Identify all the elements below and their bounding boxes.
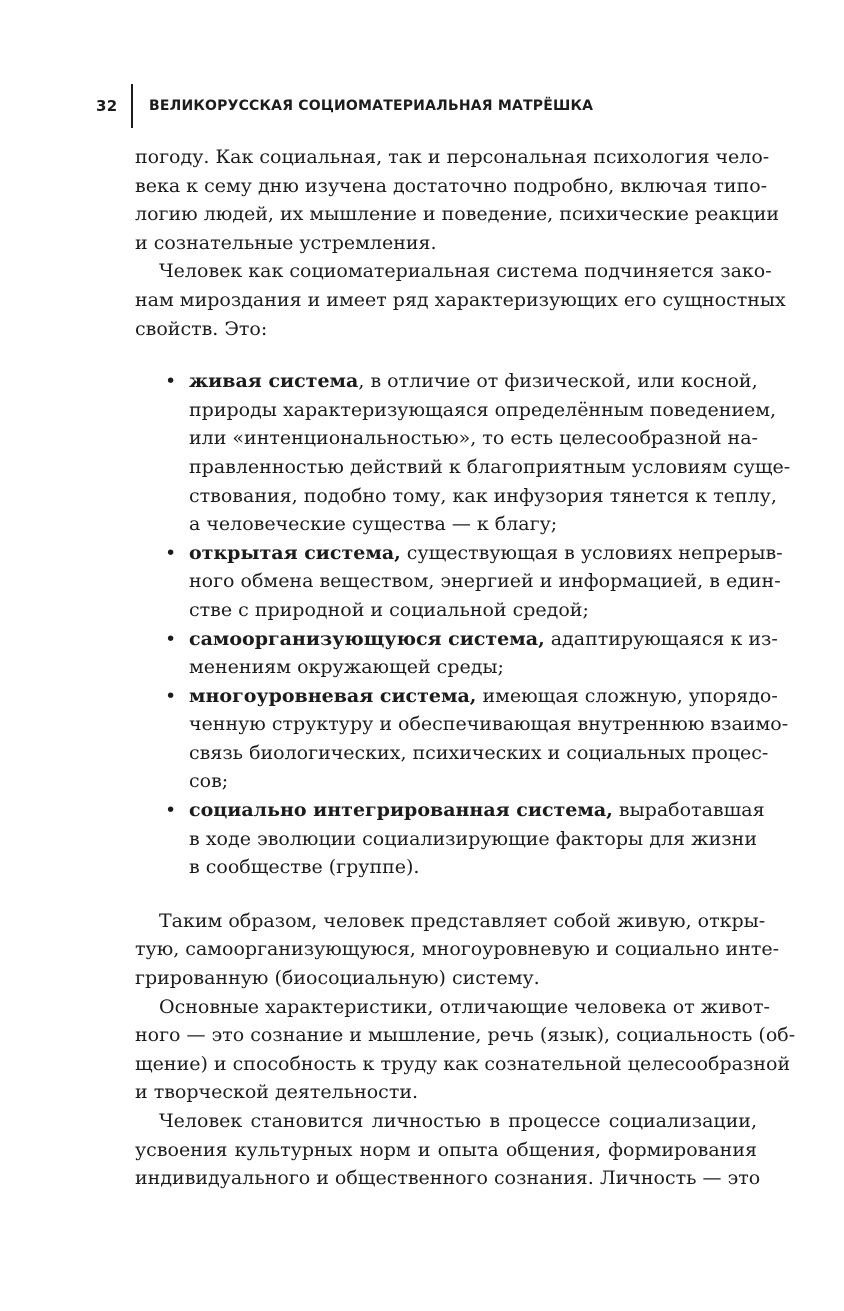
text-line: адаптирующаяся к из- xyxy=(544,627,778,650)
text-line: правленностью действий к благоприятным условиям суще- xyxy=(189,455,791,478)
list-item-term: социально интегрированная система, xyxy=(189,799,613,822)
paragraph xyxy=(135,257,786,343)
text-line: имеющая сложную, упорядо- xyxy=(476,684,778,707)
text-line: ствования, подобно тому, как инфузория тянется к теплу, xyxy=(189,484,777,507)
properties-list xyxy=(135,367,791,882)
text-line: связь биологических, психических и социальных процес- xyxy=(189,741,769,764)
text-line: ченную структуру и обеспечивающая внутреннюю взаимо- xyxy=(189,713,789,736)
text-line: и сознательные устремления. xyxy=(135,231,437,254)
list-item xyxy=(135,367,791,539)
text-line: менениям окружающей среды; xyxy=(189,656,504,679)
running-title: ВЕЛИКОРУССКАЯ СОЦИОМАТЕРИАЛЬНАЯ МАТРЁШКА xyxy=(148,98,594,114)
bullet-icon: • xyxy=(165,627,177,650)
text-line: и творческой деятельности. xyxy=(135,1081,419,1104)
running-head xyxy=(96,84,593,128)
list-item-term: открытая система, xyxy=(189,541,401,564)
paragraph xyxy=(135,993,796,1107)
list-item xyxy=(135,682,789,796)
list-item-term: многоуровневая система, xyxy=(189,684,477,707)
text-line: а человеческие существа — к благу; xyxy=(189,513,558,536)
list-item xyxy=(135,539,783,625)
text-line: ного — это сознание и мышление, речь (язык), социальность (об- xyxy=(135,1024,796,1047)
text-line: Человек как социоматериальная система подчиняется зако- xyxy=(159,260,772,283)
list-item-term: живая система xyxy=(189,370,359,393)
list-item xyxy=(135,625,778,682)
text-line: щение) и способность к труду как сознательной целесообразной xyxy=(135,1052,791,1075)
text-line: существующая в условиях непрерыв- xyxy=(400,541,783,564)
bullet-icon: • xyxy=(165,799,177,822)
text-line: в сообществе (группе). xyxy=(189,856,420,879)
text-line: Основные характеристики, отличающие человека от живот- xyxy=(159,995,770,1018)
paragraph xyxy=(135,1107,761,1193)
text-line: природы характеризующаяся определённым поведением, xyxy=(189,398,777,421)
text-line: в ходе эволюции социализирующие факторы для жизни xyxy=(189,827,757,850)
text-line: века к сему дню изучена достаточно подробно, включая типо- xyxy=(135,174,768,197)
list-item-term: самоорганизующуюся система, xyxy=(189,627,545,650)
text-line: логию людей, их мышление и поведение, психические реакции xyxy=(135,203,780,226)
text-line: усвоения культурных норм и опыта общения, формирования xyxy=(135,1138,757,1161)
bullet-icon: • xyxy=(165,684,177,707)
text-line: стве с природной и социальной средой; xyxy=(189,598,589,621)
text-line: погоду. Как социальная, так и персональная психология чело- xyxy=(135,146,770,168)
bullet-icon: • xyxy=(165,370,177,393)
text-line: , в отличие от физической, или косной, xyxy=(358,370,758,393)
text-line: ного обмена веществом, энергией и информацией, в един- xyxy=(189,570,781,593)
body-text xyxy=(135,143,796,1193)
text-line: свойств. Это: xyxy=(135,317,268,340)
text-line: тую, самоорганизующуюся, многоуровневую и социально инте- xyxy=(135,938,780,961)
text-line: нам мироздания и имеет ряд характеризующих его сущностных xyxy=(135,288,786,311)
list-item xyxy=(135,796,765,882)
header-divider xyxy=(131,84,133,128)
text-line: грированную (биосоциальную) систему. xyxy=(135,967,540,990)
paragraph xyxy=(135,907,780,993)
page-number: 32 xyxy=(96,97,118,115)
bullet-icon: • xyxy=(165,541,177,564)
text-line: выработавшая xyxy=(612,799,765,822)
text-line: Человек становится личностью в процессе социализации, xyxy=(159,1110,757,1132)
text-line: Таким образом, человек представляет собой живую, откры- xyxy=(159,909,766,932)
text-line: или «интенциональностью», то есть целесообразной на- xyxy=(189,427,758,450)
paragraph xyxy=(135,143,780,257)
text-line: индивидуального и общественного сознания. Личность — это xyxy=(135,1167,761,1190)
text-line: сов; xyxy=(189,770,229,793)
